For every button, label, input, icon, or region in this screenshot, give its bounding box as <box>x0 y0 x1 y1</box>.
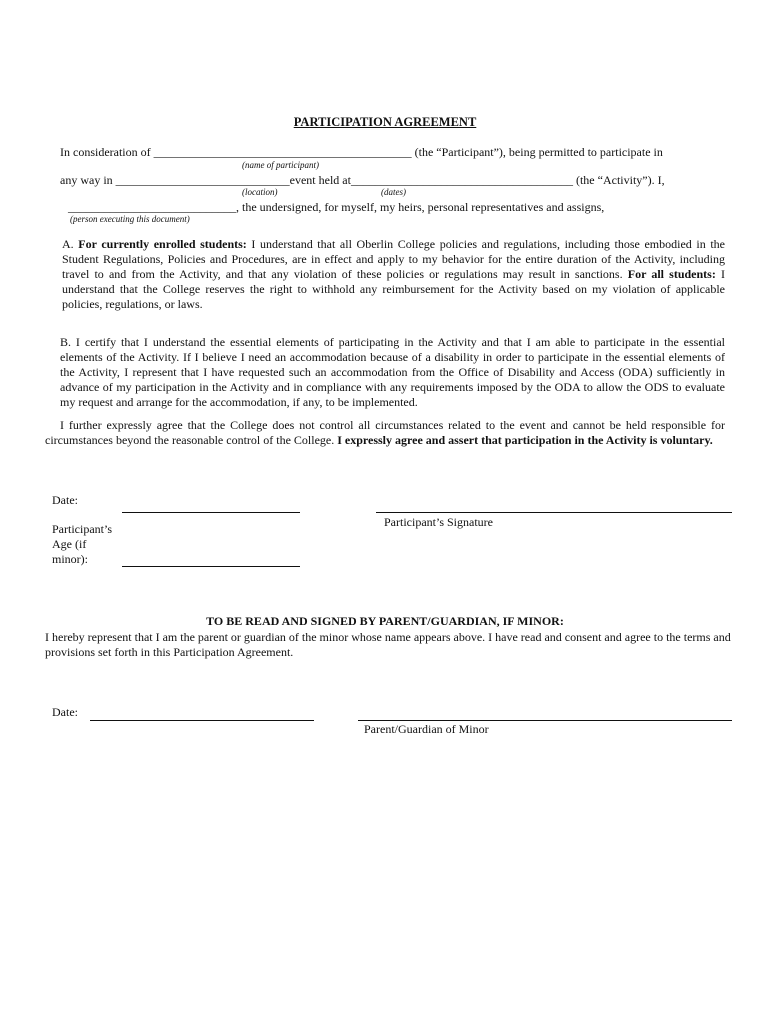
participant-name-caption: (name of participant) <box>242 160 319 170</box>
intro-undersigned-text: , the undersigned, for myself, my heirs, personal representatives and assigns, <box>236 200 605 214</box>
participant-age-label-line-2: Age (if <box>52 537 87 551</box>
section-b-text: B. I certify that I understand the essential elements of participating in the Activity and that I am able to participate in the essential elements of the Activity. If I believe I need an accommodation because of a disability in order to participate in the essential elements of the Activity, I represent that I have requested such an accommodation from the Office of Disability and Access (ODA) sufficiently in advance of my participation in the Activity and in compliance with any requirements imposed by the ODA to allow the ODS to evaluate my request and arrange for the accommodation, if any, to be implemented. <box>60 335 725 409</box>
section-a-bold-lead: For currently enrolled students: <box>78 237 247 251</box>
intro-activity-text: (the “Activity”). I, <box>572 173 665 187</box>
minor-section-title: TO BE READ AND SIGNED BY PARENT/GUARDIAN, IF MINOR: <box>206 614 564 628</box>
participant-date-line[interactable] <box>122 512 300 513</box>
participant-age-line[interactable] <box>122 566 300 567</box>
location-caption: (location) <box>242 187 278 197</box>
further-bold-text: I expressly agree and assert that participation in the Activity is voluntary. <box>334 433 713 447</box>
minor-consent-text: I hereby represent that I am the parent or guardian of the minor whose name appears above. I have read and consent and agree to the terms and provisions set forth in this Participation Agreement. <box>45 630 731 659</box>
section-a-text-2: I understand that the College reserves the right to withhold any reimbursement for the Activity based on my violation of applicable policies, regulations, or laws. <box>62 267 725 311</box>
dates-blank[interactable]: _____________________________________ <box>350 173 573 187</box>
section-a-text-1: I understand that all Oberlin College policies and regulations, including those embodied in the Student Regulations, Policies and Procedures, are in effect and apply to my behavior for the entire duration of the Activity, including travel to and from the Activity, and that any violation of these policies or regulations may result in sanctions. <box>62 237 726 281</box>
section-a-bold-mid: For all students: <box>622 267 716 281</box>
intro-participant-text: (the “Participant”), being permitted to participate in <box>411 145 663 159</box>
person-executing-caption: (person executing this document) <box>70 214 190 224</box>
participant-age-label-line-3: minor): <box>52 552 88 566</box>
intro-line-2 <box>60 173 665 188</box>
participant-date-label: Date: <box>52 493 78 507</box>
person-executing-blank[interactable]: ____________________________ <box>68 200 236 214</box>
dates-caption: (dates) <box>381 187 406 197</box>
document-title: PARTICIPATION AGREEMENT <box>293 115 477 129</box>
participant-name-blank[interactable]: ___________________________________________ <box>153 145 412 159</box>
further-text: I further expressly agree that the College does not control all circumstances related to the event and cannot be held responsible for circumstances beyond the reasonable control of the College. <box>45 418 725 447</box>
further-paragraph <box>45 418 725 448</box>
intro-line-3 <box>68 200 604 215</box>
section-a-prefix: A. <box>62 237 79 251</box>
intro-consideration-text: In consideration of <box>60 145 151 159</box>
guardian-signature-line[interactable] <box>358 720 732 721</box>
minor-consent-paragraph <box>45 630 735 660</box>
intro-anyway-text: any way in <box>60 173 116 187</box>
location-blank[interactable]: _____________________________ <box>115 173 290 187</box>
guardian-date-label: Date: <box>52 705 78 719</box>
section-b-paragraph <box>60 335 725 410</box>
guardian-signature-label: Parent/Guardian of Minor <box>364 722 489 736</box>
section-a-paragraph <box>62 237 725 312</box>
participant-signature-label: Participant’s Signature <box>384 515 493 529</box>
participant-age-label <box>52 522 112 567</box>
intro-line-1 <box>60 145 663 160</box>
intro-event-text: event held at <box>289 173 351 187</box>
participant-age-label-line-1: Participant’s <box>52 522 112 536</box>
guardian-date-line[interactable] <box>90 720 314 721</box>
participant-signature-line[interactable] <box>376 512 732 513</box>
